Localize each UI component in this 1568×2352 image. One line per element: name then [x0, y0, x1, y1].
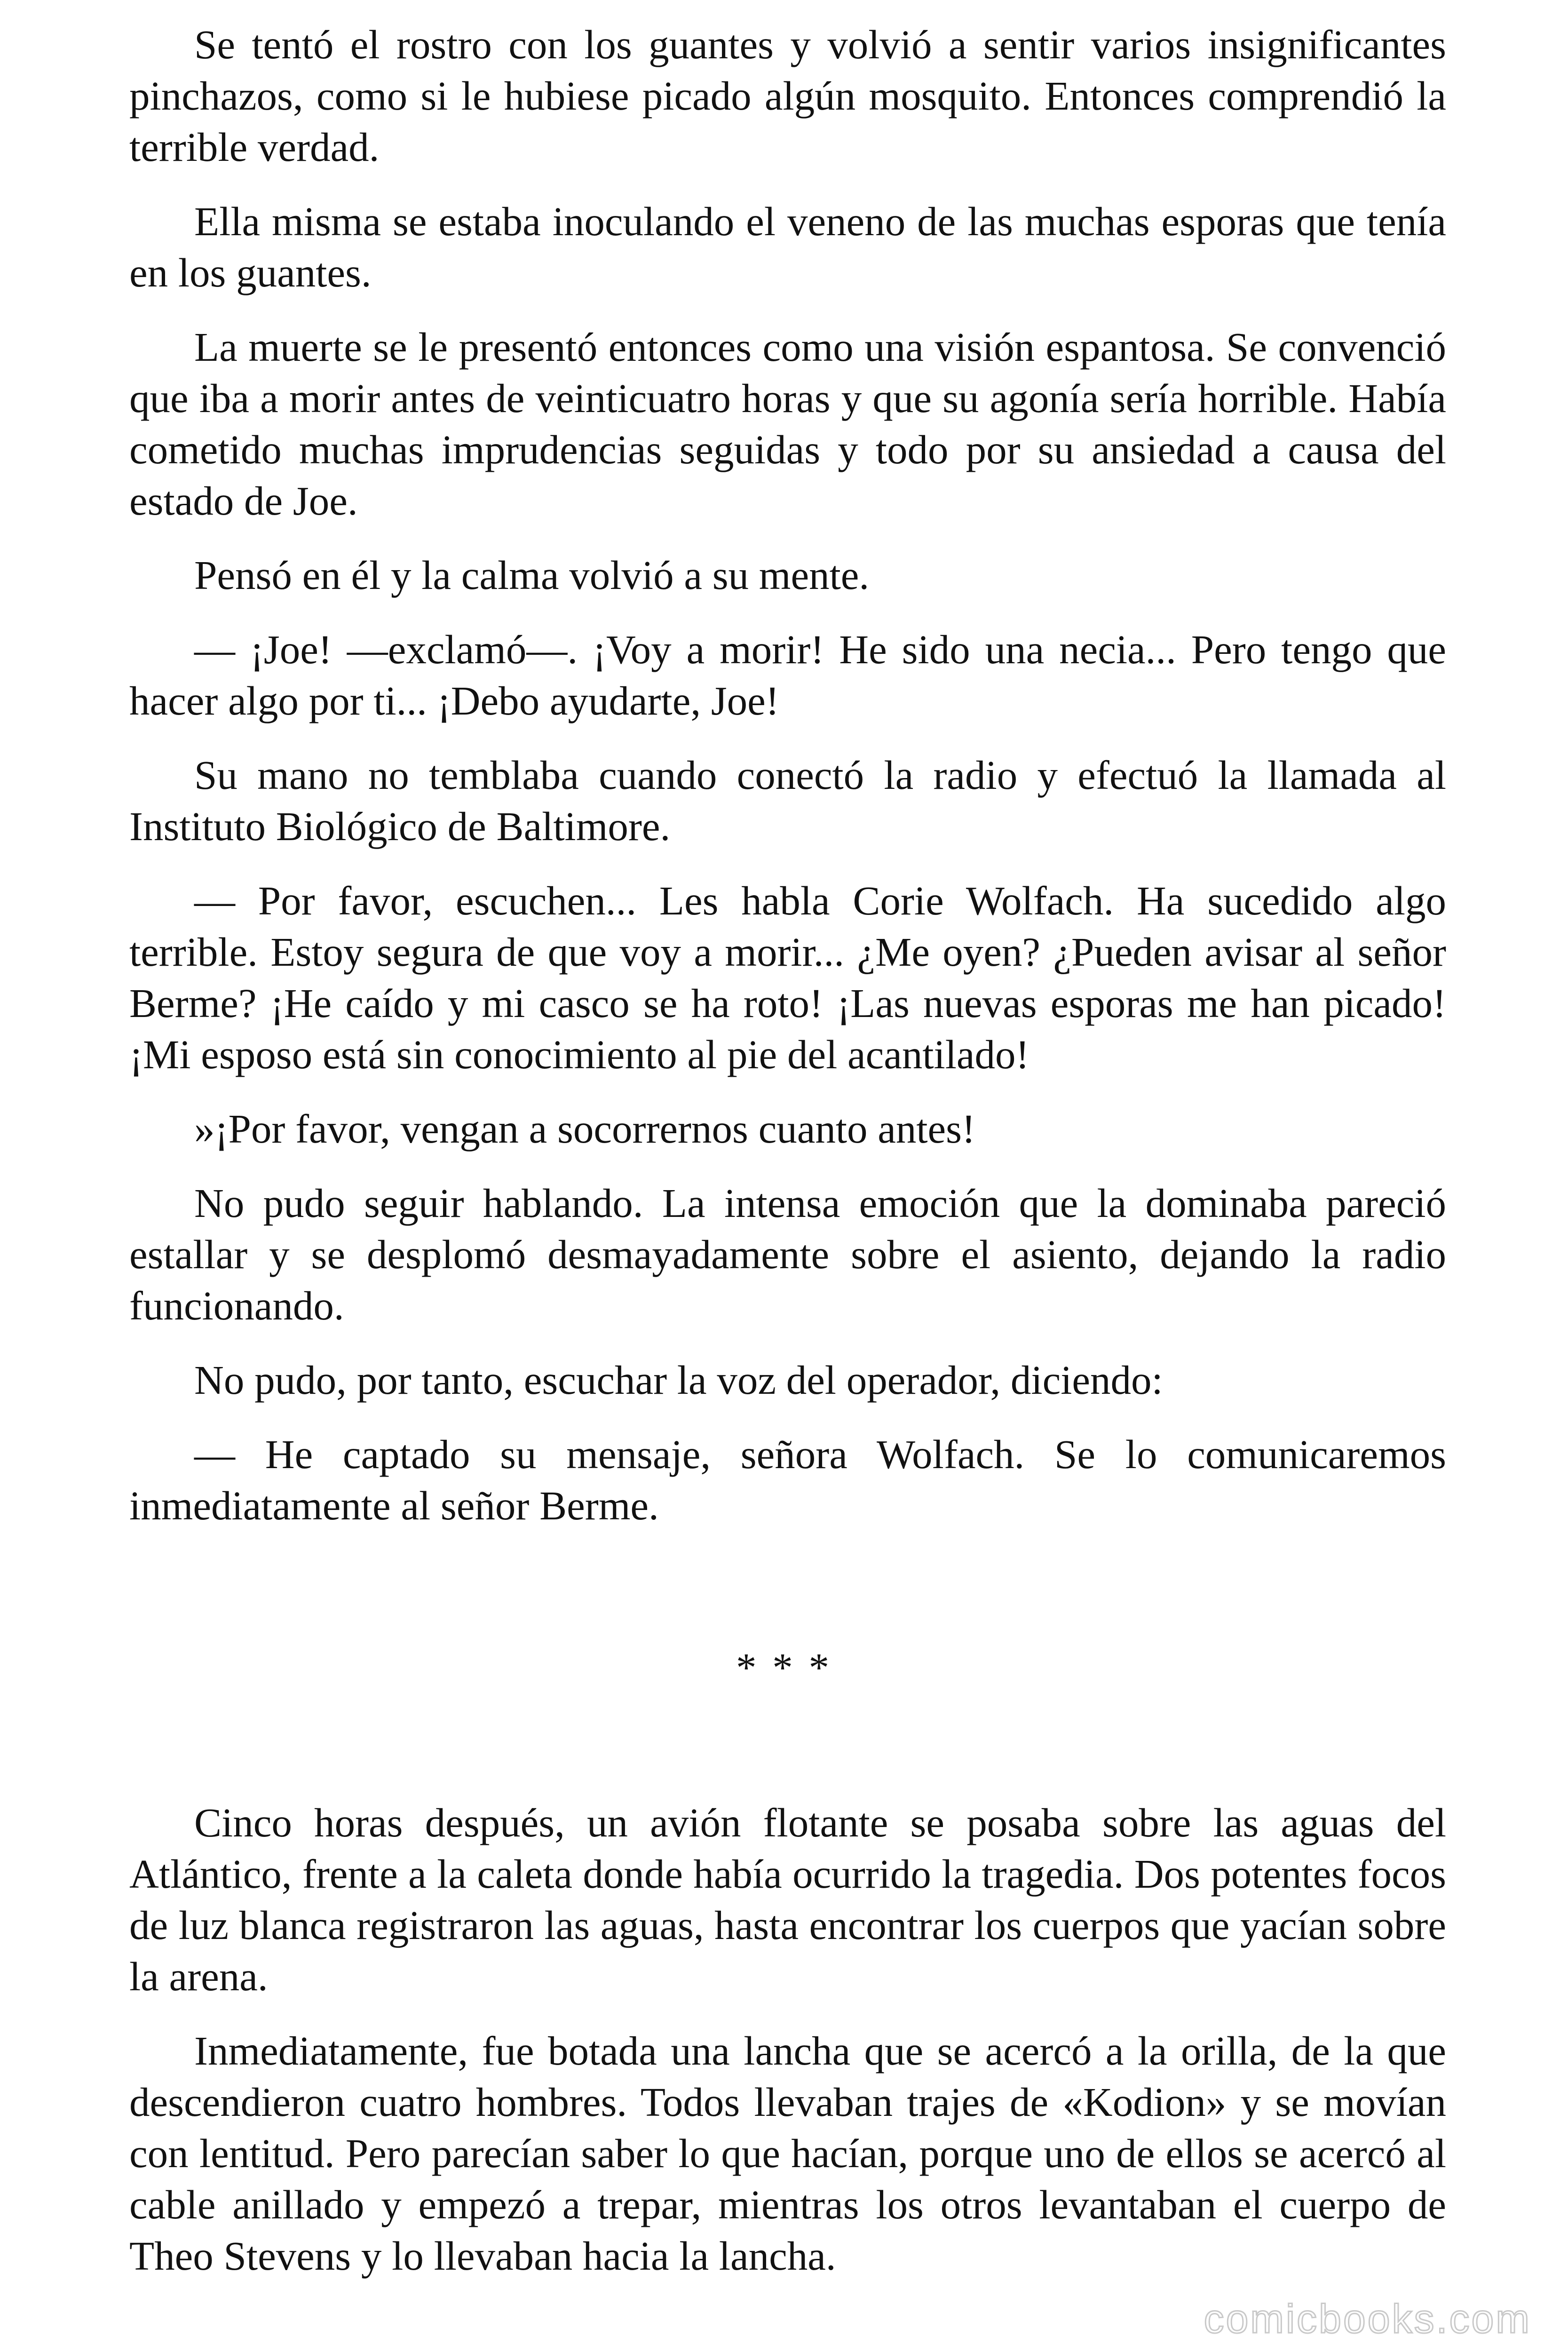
paragraph: Ella misma se estaba inoculando el veneno de las muchas esporas que tenía en los guantes. — [129, 199, 1446, 295]
paragraph: Su mano no temblaba cuando conectó la radio y efectuó la llamada al Instituto Biológico de Baltimore. — [129, 752, 1446, 849]
dialogue-paragraph: — Por favor, escuchen... Les habla Corie Wolfach. Ha sucedido algo terrible. Estoy segura de que voy a morir... ¿Me oyen? ¿Pueden avisar al señor Berme? ¡He caído y mi casco se ha roto! ¡Las nuevas esporas me han picado! ¡Mi esposo está sin conocimiento al pie del acantilado! — [129, 878, 1446, 1077]
paragraph: Se tentó el rostro con los guantes y volvió a sentir varios insignificantes pinchazos, como si le hubiese picado algún mosquito. Entonces comprendió la terrible verdad. — [129, 22, 1446, 170]
scene-break: * * * — [736, 1645, 832, 1690]
paragraph: Inmediatamente, fue botada una lancha que se acercó a la orilla, de la que descendieron cuatro hombres. Todos llevaban trajes de «Kodion» y se movían con lentitud. Pero parecían saber lo que hacían, porque uno de ellos se acercó al cable anillado y empezó a trepar, mientras los otros levantaban el cuerpo de Theo Stevens y lo llevaban hacia la lancha. — [129, 2028, 1446, 2279]
text-before-break — [129, 19, 1446, 1554]
paragraph: Pensó en él y la calma volvió a su mente. — [194, 552, 870, 598]
paragraph: No pudo, por tanto, escuchar la voz del operador, diciendo: — [194, 1357, 1163, 1403]
paragraph: No pudo seguir hablando. La intensa emoción que la dominaba pareció estallar y se desplomó desmayadamente sobre el asiento, dejando la radio funcionando. — [129, 1180, 1446, 1328]
dialogue-paragraph: — ¡Joe! —exclamó—. ¡Voy a morir! He sido una necia... Pero tengo que hacer algo por ti... ¡Debo ayudarte, Joe! — [129, 627, 1446, 723]
watermark-text: comicbooks.com — [1204, 2296, 1531, 2342]
paragraph: Cinco horas después, un avión flotante se posaba sobre las aguas del Atlántico, frente a la caleta donde había ocurrido la tragedia. Dos potentes focos de luz blanca registraron las aguas, hasta encontrar los cuerpos que yacían sobre la arena. — [129, 1800, 1446, 1999]
dialogue-paragraph: »¡Por favor, vengan a socorrernos cuanto antes! — [194, 1106, 975, 1152]
text-after-break — [129, 1797, 1446, 2304]
dialogue-paragraph: — He captado su mensaje, señora Wolfach. Se lo comunicaremos inmediatamente al señor Berme. — [129, 1431, 1446, 1528]
paragraph: La muerte se le presentó entonces como una visión espantosa. Se convenció que iba a morir antes de veinticuatro horas y que su agonía sería horrible. Había cometido muchas imprudencias seguidas y todo por su ansiedad a causa del estado de Joe. — [129, 324, 1446, 524]
